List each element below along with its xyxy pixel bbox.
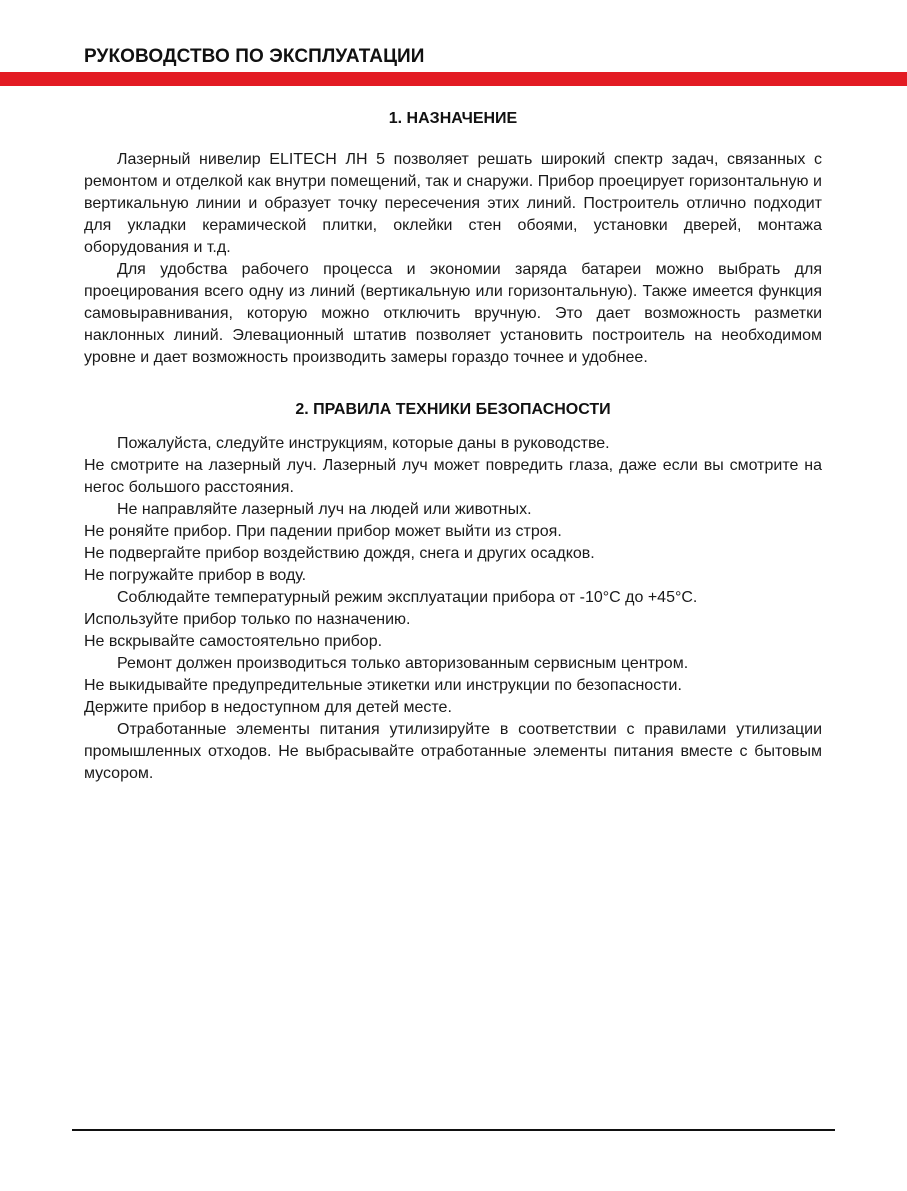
- safety-rule: Не роняйте прибор. При падении прибор может выйти из строя.: [84, 523, 562, 540]
- safety-rule: Отработанные элементы питания утилизируйте в соответствии с правилами утилизации промышленных отходов. Не выбрасывайте отработанные элементы питания вместе с бытовым мусором.: [84, 721, 822, 782]
- safety-rule: Держите прибор в недоступном для детей месте.: [84, 699, 452, 716]
- safety-rule: Не вскрывайте самостоятельно прибор.: [84, 633, 383, 650]
- safety-rule: Не погружайте прибор в воду.: [84, 567, 307, 584]
- section-heading-safety: 2. ПРАВИЛА ТЕХНИКИ БЕЗОПАСНОСТИ: [295, 401, 611, 418]
- paragraph: Лазерный нивелир ELITECH ЛН 5 позволяет решать широкий спектр задач, связанных с ремонтом и отделкой как внутри помещений, так и снаружи. Прибор проецирует горизонтальную и вертикальную линии и образует точку пересечения этих линий. Построитель отлично подходит для укладки керамической плитки, оклейки стен обоями, установки дверей, монтажа оборудования и т.д.: [84, 151, 822, 256]
- footer-divider: [72, 1129, 835, 1131]
- page-header-title: РУКОВОДСТВО ПО ЭКСПЛУАТАЦИИ: [84, 46, 425, 67]
- safety-rule: Пожалуйста, следуйте инструкциям, которые даны в руководстве.: [117, 435, 610, 452]
- header-accent-bar: [0, 72, 907, 86]
- page-content: [84, 108, 822, 785]
- paragraph: Для удобства рабочего процесса и экономии заряда батареи можно выбрать для проецирования всего одну из линий (вертикальную или горизонтальную). Также имеется функция самовыравнивания, которую можно отключить вручную. Это дает возможность разметки наклонных линий. Элевационный штатив позволяет установить построитель на необходимом уровне и дает возможность производить замеры гораздо точнее и удобнее.: [84, 261, 822, 366]
- safety-rule: Соблюдайте температурный режим эксплуатации прибора от -10°С до +45°С.: [117, 589, 698, 606]
- safety-rule: Не выкидывайте предупредительные этикетки или инструкции по безопасности.: [84, 677, 682, 694]
- safety-rule: Не смотрите на лазерный луч. Лазерный луч может повредить глаза, даже если вы смотрите на негос большого расстояния.: [84, 457, 822, 496]
- safety-rule: Не подвергайте прибор воздействию дождя, снега и других осадков.: [84, 545, 595, 562]
- safety-rule: Ремонт должен производиться только авторизованным сервисным центром.: [117, 655, 689, 672]
- safety-rule: Используйте прибор только по назначению.: [84, 611, 411, 628]
- safety-rule: Не направляйте лазерный луч на людей или животных.: [117, 501, 532, 518]
- section-heading-purpose: 1. НАЗНАЧЕНИЕ: [388, 110, 518, 127]
